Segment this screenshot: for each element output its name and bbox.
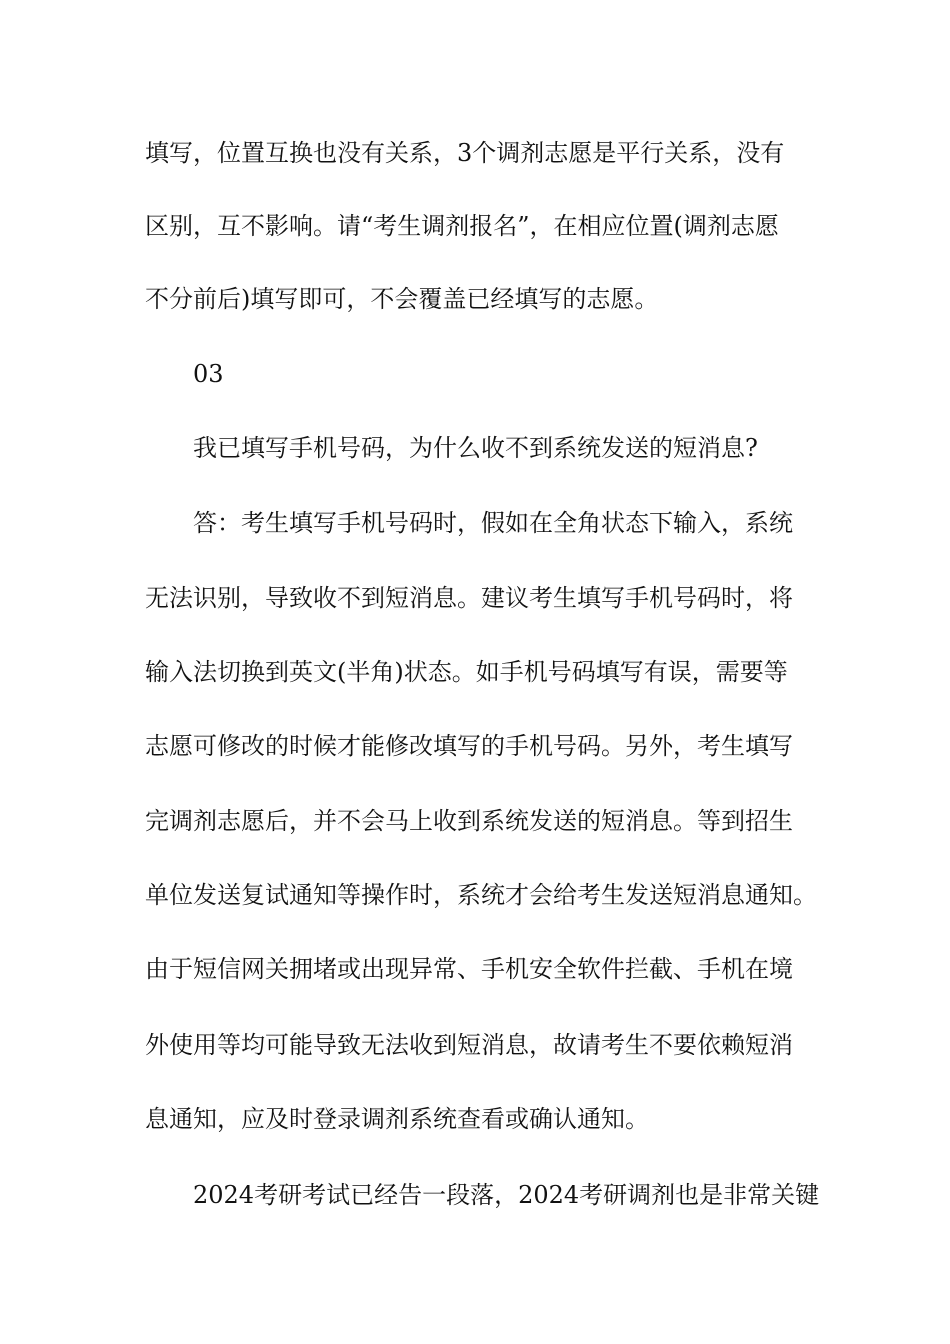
paragraph-line: 完调剂志愿后，并不会马上收到系统发送的短消息。等到招生 xyxy=(145,807,793,835)
paragraph-line: 无法识别，导致收不到短消息。建议考生填写手机号码时，将 xyxy=(145,584,793,612)
question-heading: 我已填写手机号码，为什么收不到系统发送的短消息? xyxy=(193,434,758,462)
paragraph-line: 不分前后)填写即可，不会覆盖已经填写的志愿。 xyxy=(145,285,659,313)
paragraph-line: 2024考研考试已经告一段落，2024考研调剂也是非常关键 xyxy=(193,1181,820,1209)
section-number: 03 xyxy=(193,360,224,388)
paragraph-line: 输入法切换到英文(半角)状态。如手机号码填写有误，需要等 xyxy=(145,658,788,686)
paragraph-line: 填写，位置互换也没有关系，3个调剂志愿是平行关系，没有 xyxy=(145,139,785,167)
paragraph-line: 息通知，应及时登录调剂系统查看或确认通知。 xyxy=(145,1105,649,1133)
paragraph-line: 答：考生填写手机号码时，假如在全角状态下输入，系统 xyxy=(193,509,793,537)
paragraph-line: 由于短信网关拥堵或出现异常、手机安全软件拦截、手机在境 xyxy=(145,955,793,983)
paragraph-line: 志愿可修改的时候才能修改填写的手机号码。另外，考生填写 xyxy=(145,732,793,760)
paragraph-line: 区别，互不影响。请“考生调剂报名”，在相应位置(调剂志愿 xyxy=(145,212,779,240)
paragraph-line: 外使用等均可能导致无法收到短消息，故请考生不要依赖短消 xyxy=(145,1031,793,1059)
paragraph-line: 单位发送复试通知等操作时，系统才会给考生发送短消息通知。 xyxy=(145,881,817,909)
